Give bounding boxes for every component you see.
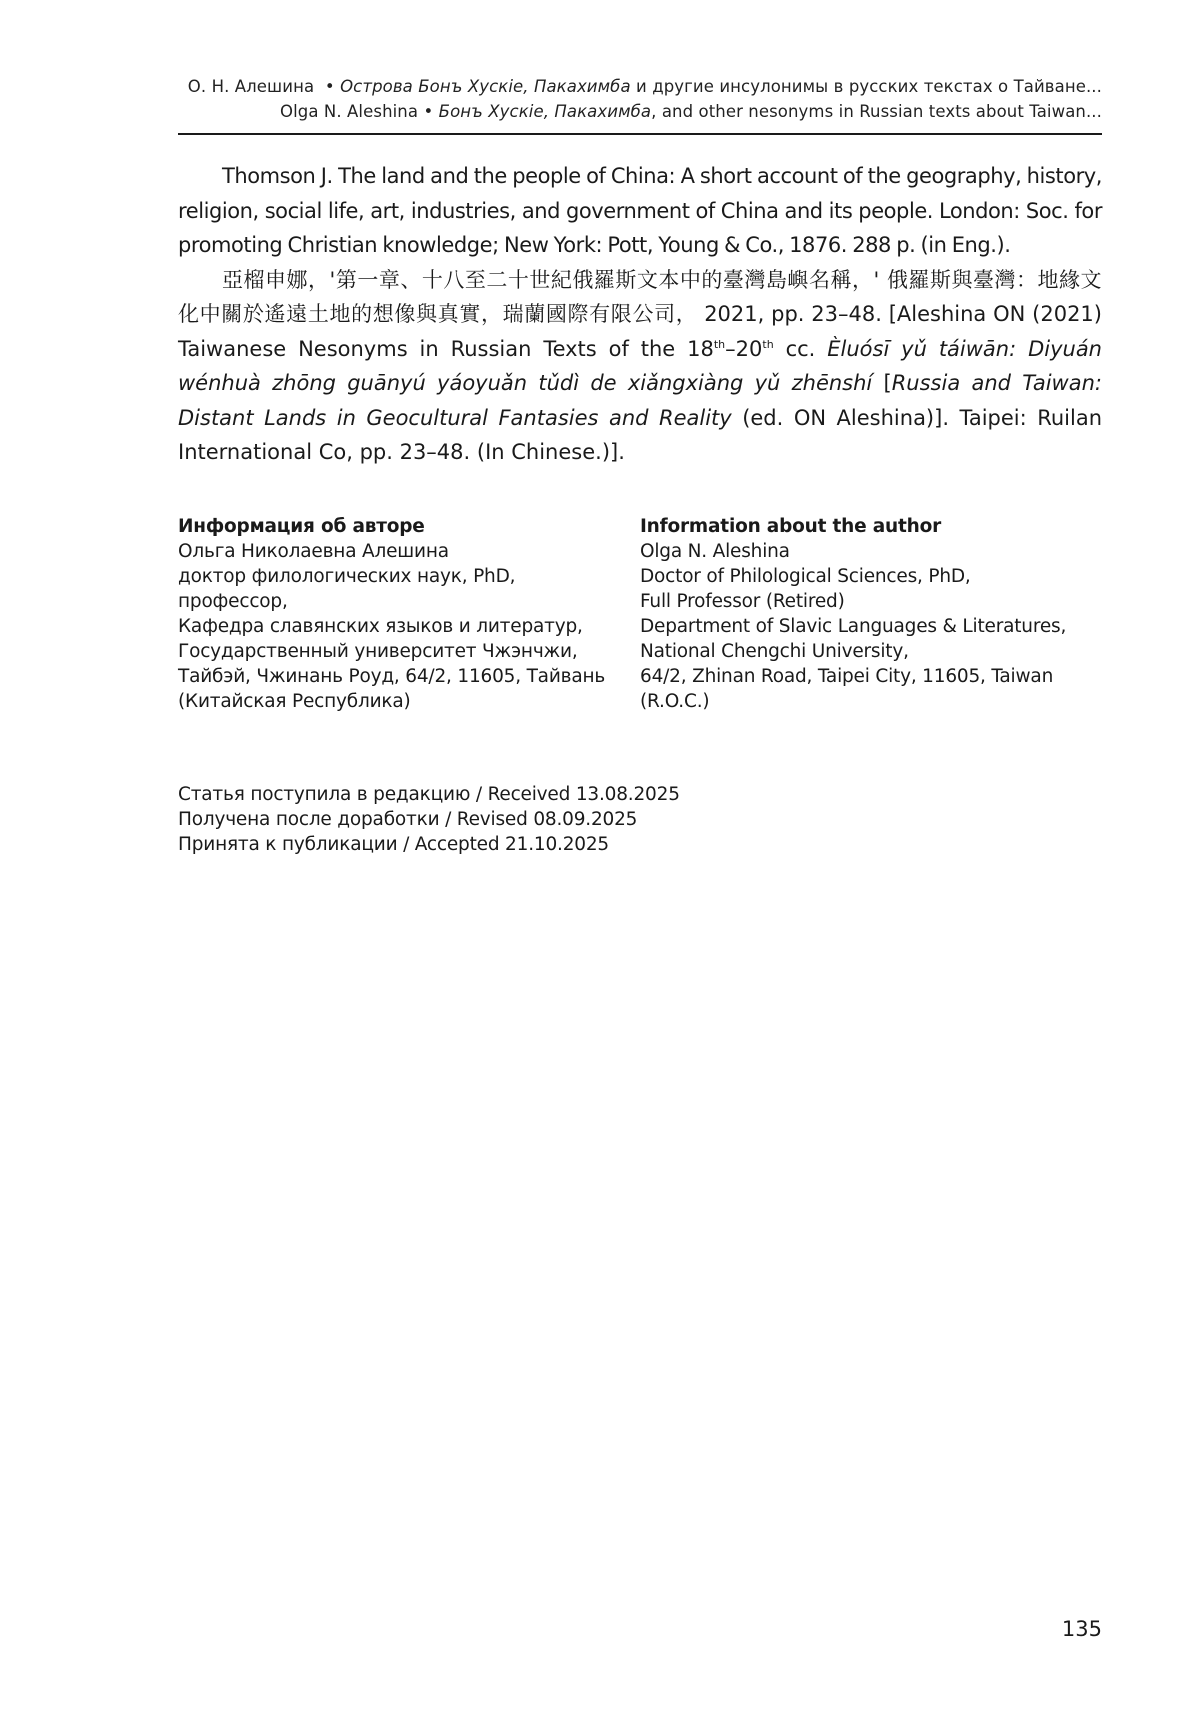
running-head-en — [178, 99, 1102, 124]
superscript-th-1: th — [713, 337, 726, 351]
author-degree-ru: доктор филологических наук, PhD, — [178, 566, 516, 587]
author-name-en: Olga N. Aleshina — [640, 541, 790, 562]
running-head-title-rest-en: , and other nesonyms in Russian texts about Taiwan... — [651, 102, 1102, 121]
reference-aleshina-bracket: [ — [872, 371, 892, 395]
reference-aleshina — [178, 263, 1102, 470]
reference-aleshina-translit: Èluósī yǔ táiwān: Diyuán wénhuà zhōng guānyú yáoyuǎn tǔdì de xiǎngxiàng yǔ zhēnshí — [178, 336, 1102, 395]
reference-aleshina-part1: 2021, pp. 23–48. [Aleshina ON (2021) Taiwanese Nesonyms in Russian Texts of the 18 — [178, 302, 1102, 361]
running-head-author-en: Olga N. Aleshina — [280, 102, 419, 121]
reference-aleshina-cjk: 亞榴申娜，'第一章、十八至二十世紀俄羅斯文本中的臺灣島嶼名稱，' 俄羅斯與臺灣：地緣文化中關於遙遠土地的想像與真實，瑞蘭國際有限公司， — [178, 267, 1102, 326]
running-head-author-ru: О. Н. Алешина — [187, 77, 315, 96]
article-dates — [178, 782, 680, 857]
author-department-ru: Кафедра славянских языков и литератур, — [178, 616, 583, 637]
running-head-title-italic-ru: Острова Бонъ Хускiе, Пакахимба — [340, 77, 631, 96]
reference-aleshina-cc: cc. — [773, 336, 828, 361]
author-degree-en: Doctor of Philological Sciences, PhD, — [640, 566, 971, 587]
author-info-ru — [178, 514, 618, 714]
running-head-bullet-en: • — [423, 102, 434, 121]
author-department-en: Department of Slavic Languages & Literatures, — [640, 616, 1067, 637]
author-address-ru: Тайбэй, Чжинань Роуд, 64/2, 11605, Тайвань — [178, 666, 606, 687]
author-address-en: 64/2, Zhinan Road, Taipei City, 11605, Taiwan — [640, 666, 1054, 687]
running-head-bullet-ru: • — [324, 77, 335, 96]
date-revised: Получена после доработки / Revised 08.09.2025 — [178, 809, 638, 830]
date-accepted: Принята к публикации / Accepted 21.10.2025 — [178, 834, 609, 855]
reference-aleshina-part2: (ed. ON Aleshina)]. Taipei: Ruilan International Co, pp. 23–48. (In Chinese.)]. — [178, 405, 1103, 464]
running-head-title-italic-en: Бонъ Хускiе, Пакахимба — [438, 102, 652, 121]
author-info-en — [640, 514, 1102, 714]
superscript-th-2: th — [762, 337, 774, 351]
page-number: 135 — [1061, 1617, 1102, 1641]
date-received: Статья поступила в редакцию / Received 13.08.2025 — [178, 784, 680, 805]
running-head — [178, 74, 1102, 124]
references-section — [178, 159, 1102, 470]
reference-thomson: Thomson J. The land and the people of China: A short account of the geography, history, religion, social life, art, industries, and government of China and its people. London: Soc. for promoting Christian knowledge; New York: Pott, Young & Co., 1876. 288 p. (in Eng.). — [178, 164, 1102, 257]
author-university-ru: Государственный университет Чжэнчжи, — [178, 641, 578, 662]
running-head-title-rest-ru: и другие инсулонимы в русских текстах о Тайване... — [636, 77, 1102, 96]
reference-aleshina-dash: –20 — [725, 336, 763, 361]
header-divider — [178, 133, 1102, 135]
author-name-ru: Ольга Николаевна Алешина — [178, 541, 449, 562]
author-position-ru: профессор, — [178, 591, 288, 612]
author-country-en: (R.O.C.) — [640, 691, 710, 712]
author-info-title-en: Information about the author — [640, 516, 941, 537]
author-position-en: Full Professor (Retired) — [640, 591, 845, 612]
author-info-title-ru: Информация об авторе — [178, 516, 425, 537]
author-country-ru: (Китайская Республика) — [178, 691, 411, 712]
running-head-ru — [178, 74, 1102, 99]
author-university-en: National Chengchi University, — [640, 641, 909, 662]
reference-aleshina-title-en: Russia and Taiwan: Distant Lands in Geocultural Fantasies and Reality — [178, 371, 1102, 430]
